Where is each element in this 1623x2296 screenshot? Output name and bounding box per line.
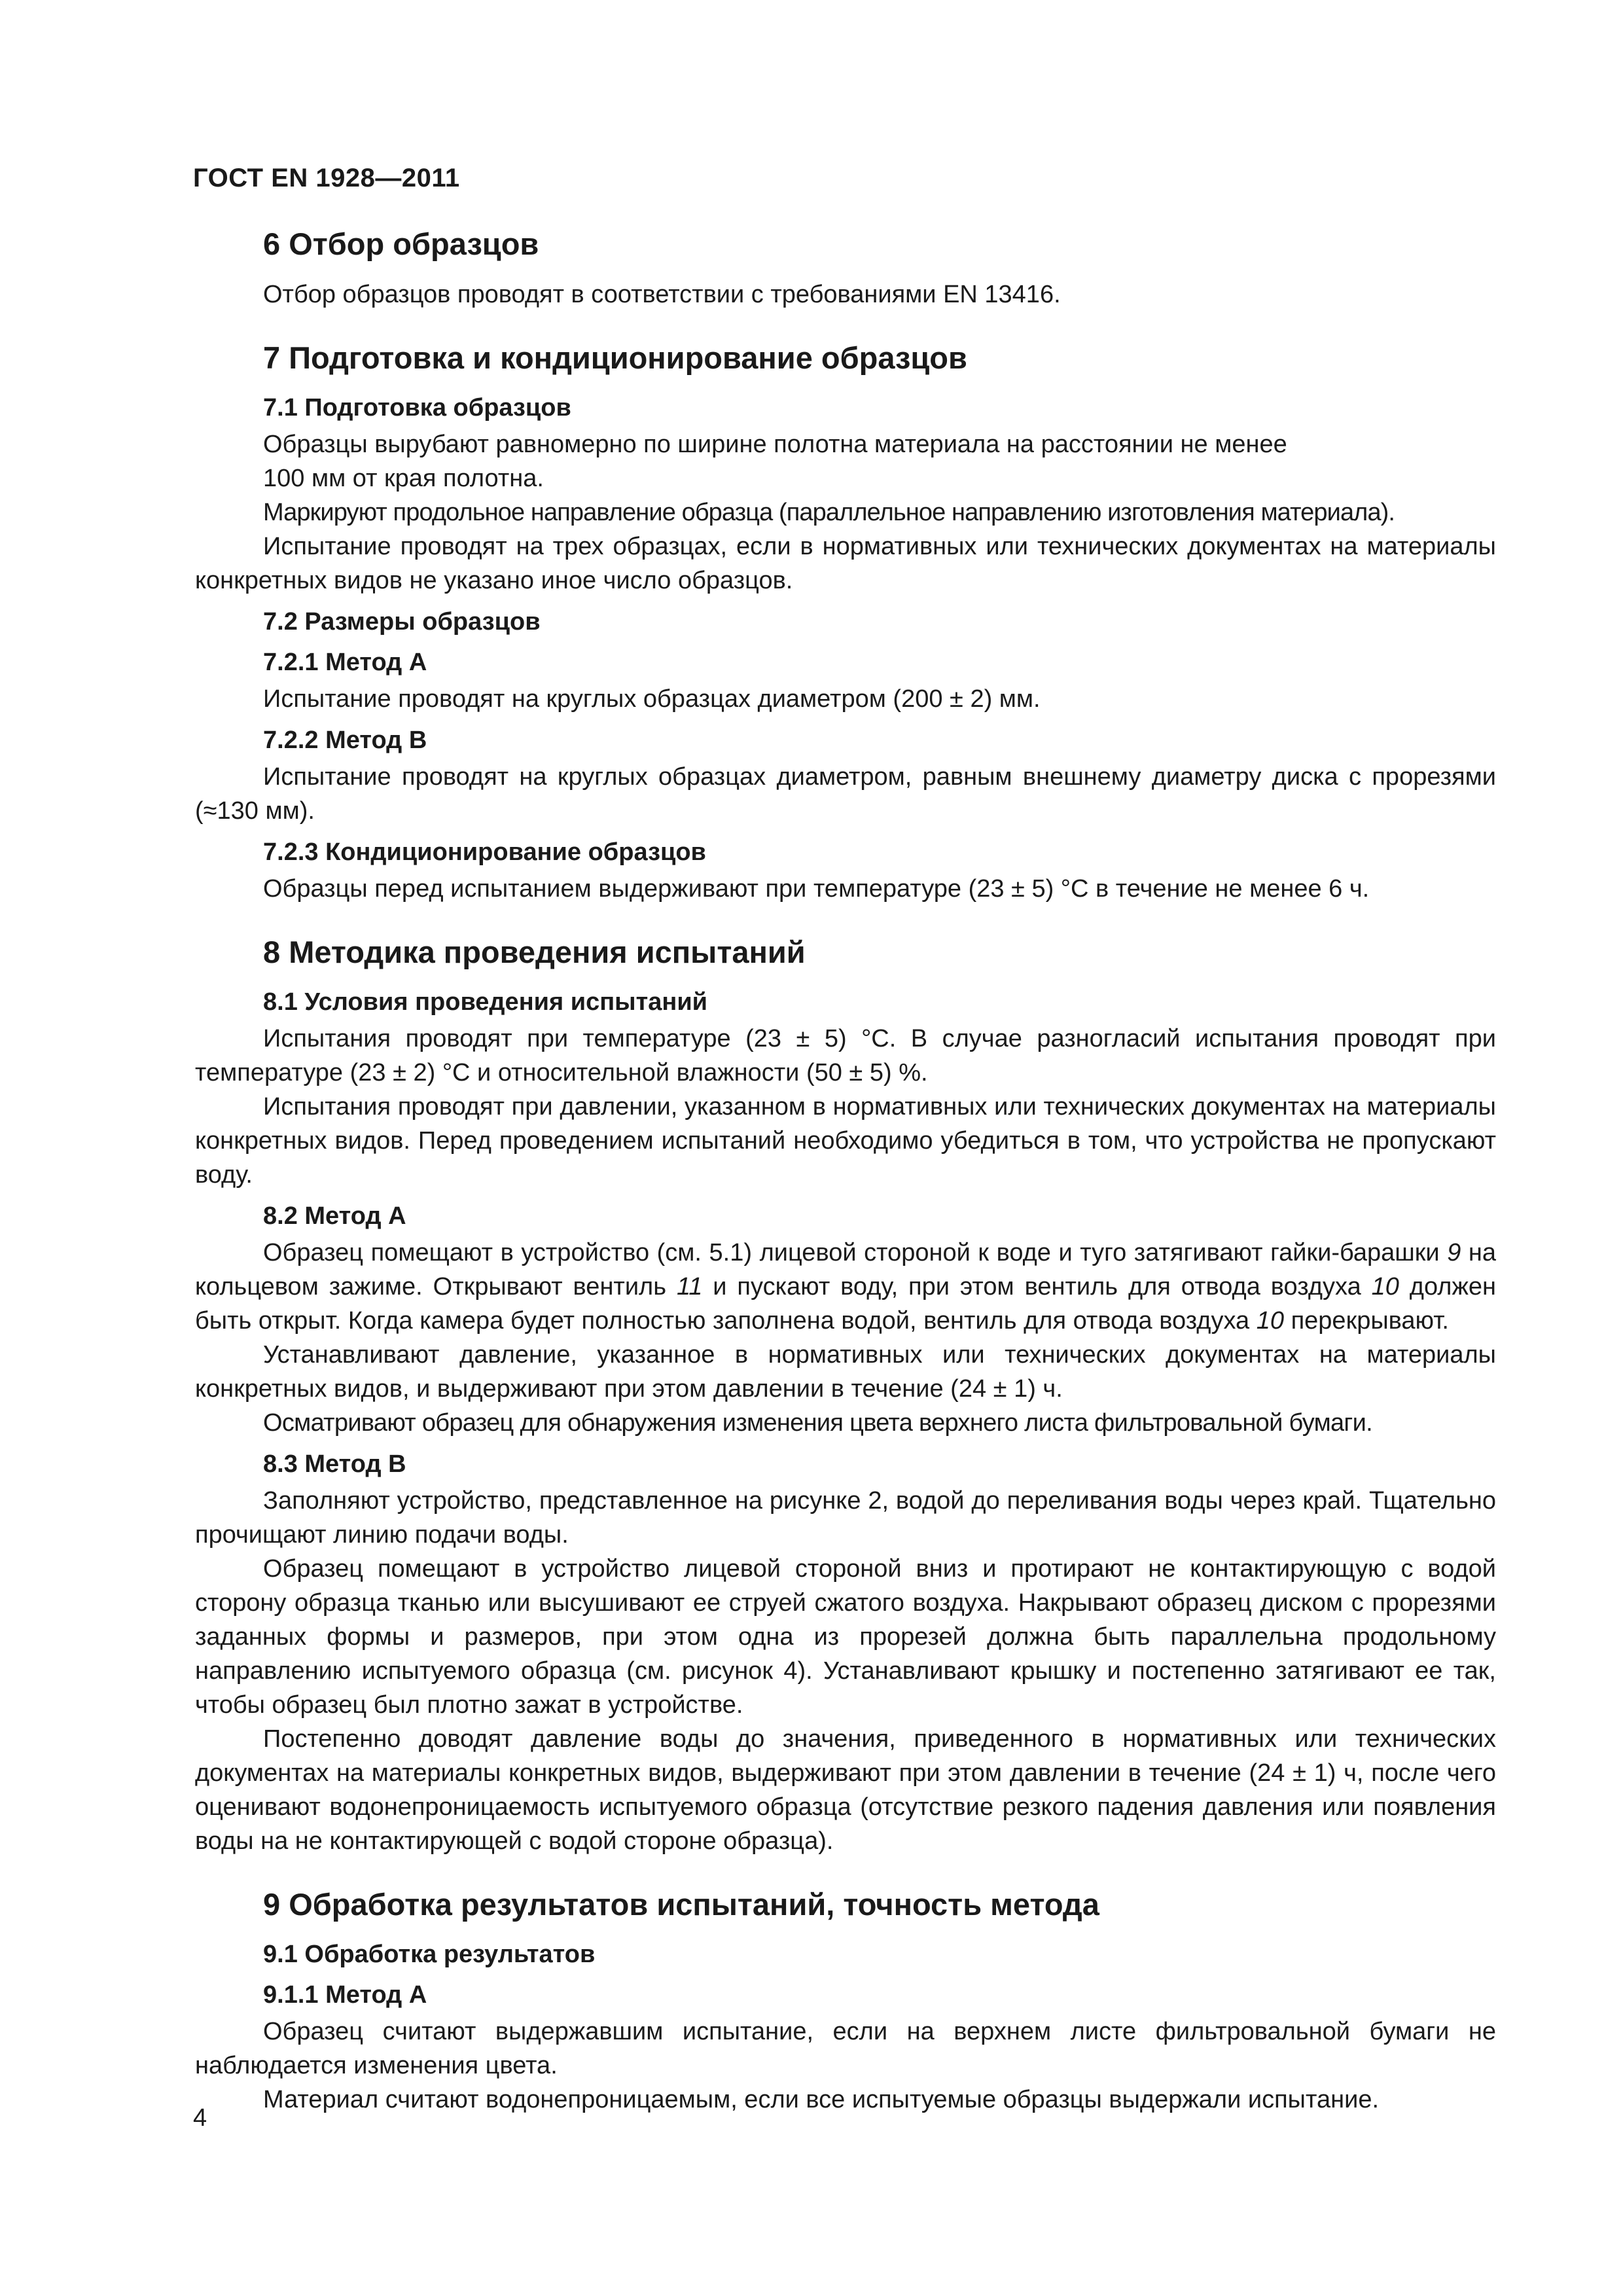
section-8-1-paragraph-2: Испытания проводят при давлении, указанном в нормативных или технических документах на материалы конкретных видов. Перед проведением испытаний необходимо убедиться в том, что устройства не пропускают воду.	[195, 1093, 1496, 1189]
section-8-2-paragraph-1	[195, 1236, 1496, 1338]
section-8-3-paragraph-3: Постепенно доводят давление воды до значения, приведенного в нормативных или технических документах на материалы конкретных видов, выдерживают при этом давлении в течение (24 ± 1) ч, после чего оценивают водонепроницаемость испытуемого образца (отсутствие резкого падения давления или появления воды на не контактирующей с водой стороне образца).	[195, 1725, 1496, 1855]
figure-ref-10: 10	[1256, 1307, 1285, 1335]
text-run: и пускают воду, при этом вентиль для отвода воздуха	[702, 1273, 1372, 1300]
section-7-2-3-heading: 7.2.3 Кондиционирование образцов	[263, 838, 706, 866]
section-7-2-2-heading: 7.2.2 Метод В	[263, 726, 427, 754]
figure-ref-11: 11	[676, 1273, 703, 1300]
section-8-3-paragraph-1: Заполняют устройство, представленное на рисунке 2, водой до переливания воды через край. Тщательно прочищают линию подачи воды.	[195, 1487, 1496, 1549]
text-run: должен быть открыт. Когда камера будет полностью заполнена водой, вентиль для отвода воздуха	[195, 1273, 1496, 1335]
section-7-2-2-paragraph: Испытание проводят на круглых образцах диаметром, равным внешнему диаметру диска с прорезями (≈130 мм).	[195, 763, 1496, 825]
page-number: 4	[193, 2104, 207, 2132]
section-8-1-heading: 8.1 Условия проведения испытаний	[263, 988, 708, 1016]
section-6-heading: 6 Отбор образцов	[263, 226, 539, 261]
section-9-1-1-heading: 9.1.1 Метод А	[263, 1981, 427, 2009]
section-8-3-paragraph-2: Образец помещают в устройство лицевой стороной вниз и протирают не контактирующую с водой сторону образца тканью или высушивают ее струей сжатого воздуха. Накрывают образец диском с прорезями заданных формы и размеров, при этом одна из прорезей должна быть параллельна продольному направлению испытуемого образца (см. рисунок 4). Устанавливают крышку и постепенно затягивают ее так, чтобы образец был плотно зажат в устройстве.	[195, 1555, 1496, 1719]
section-8-3-heading: 8.3 Метод В	[263, 1450, 406, 1478]
section-7-1-paragraph-1b: 100 мм от края полотна.	[263, 465, 544, 492]
section-8-2-paragraph-2: Устанавливают давление, указанное в нормативных или технических документах на материалы конкретных видов, и выдерживают при этом давлении в течение (24 ± 1) ч.	[195, 1341, 1496, 1403]
section-7-1-paragraph-3: Испытание проводят на трех образцах, если в нормативных или технических документах на материалы конкретных видов не указано иное число образцов.	[195, 533, 1496, 594]
text-run: на кольцевом зажиме. Открывают вентиль	[195, 1239, 1496, 1300]
text-run: Образец помещают в устройство (см. 5.1) лицевой стороной к воде и туго затягивают гайки-барашки	[263, 1239, 1448, 1266]
section-7-2-heading: 7.2 Размеры образцов	[263, 608, 541, 636]
section-8-heading: 8 Методика проведения испытаний	[263, 935, 806, 969]
text-run: перекрывают.	[1284, 1307, 1449, 1335]
section-9-1-1-paragraph-2: Материал считают водонепроницаемым, если все испытуемые образцы выдержали испытание.	[263, 2086, 1380, 2113]
section-8-2-heading: 8.2 Метод А	[263, 1202, 406, 1230]
section-8-1-paragraph-1: Испытания проводят при температуре (23 ± 5) °С. В случае разногласий испытания проводят при температуре (23 ± 2) °С и относительной влажности (50 ± 5) %.	[195, 1025, 1496, 1086]
section-7-2-1-paragraph: Испытание проводят на круглых образцах диаметром (200 ± 2) мм.	[263, 685, 1041, 713]
section-7-2-3-paragraph: Образцы перед испытанием выдерживают при температуре (23 ± 5) °С в течение не менее 6 ч.	[263, 875, 1370, 903]
section-7-1-paragraph-2: Маркируют продольное направление образца (параллельное направлению изготовления материала).	[263, 499, 1395, 526]
document-body	[195, 224, 1496, 2117]
section-7-1-paragraph-1a: Образцы вырубают равномерно по ширине полотна материала на расстоянии не менее	[263, 431, 1287, 458]
document-code-header: ГОСТ EN 1928—2011	[193, 164, 460, 192]
section-7-heading: 7 Подготовка и кондиционирование образцов	[263, 340, 967, 375]
section-9-1-heading: 9.1 Обработка результатов	[263, 1941, 596, 1968]
figure-ref-10: 10	[1371, 1273, 1399, 1300]
section-6-paragraph: Отбор образцов проводят в соответствии с требованиями EN 13416.	[263, 281, 1061, 308]
section-7-1-heading: 7.1 Подготовка образцов	[263, 394, 571, 422]
section-9-1-1-paragraph-1: Образец считают выдержавшим испытание, если на верхнем листе фильтровальной бумаги не наблюдается изменения цвета.	[195, 2018, 1496, 2079]
section-9-heading: 9 Обработка результатов испытаний, точность метода	[263, 1887, 1099, 1922]
section-8-2-paragraph-3: Осматривают образец для обнаружения изменения цвета верхнего листа фильтровальной бумаги.	[263, 1409, 1372, 1437]
section-7-2-1-heading: 7.2.1 Метод А	[263, 649, 427, 676]
figure-ref-9: 9	[1447, 1239, 1461, 1266]
